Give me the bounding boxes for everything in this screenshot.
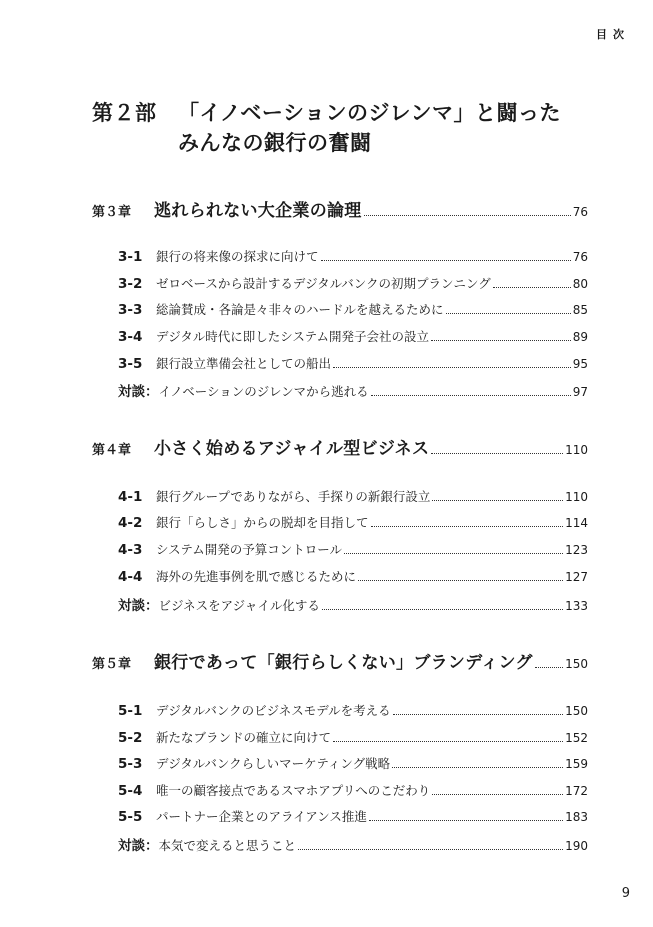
toc-section-3-2[interactable] (0, 274, 653, 298)
section-number: 5-3 (118, 756, 143, 772)
page-ref: 80 (572, 277, 588, 291)
page-ref: 76 (572, 250, 588, 264)
part-title (92, 98, 572, 158)
toc-dialogue-4[interactable] (0, 594, 653, 618)
toc-chapter-3[interactable] (0, 196, 653, 220)
section-number: 4-2 (118, 515, 143, 531)
section-number: 5-5 (118, 809, 143, 825)
section-title: デジタル時代に即したシステム開発子会社の設立 (156, 329, 430, 344)
toc-section-3-3[interactable] (0, 300, 653, 324)
toc-section-3-4[interactable] (0, 327, 653, 351)
page-number: 9 (621, 886, 630, 901)
dot-leader (371, 526, 564, 527)
dialogue-label: 対談： (118, 598, 159, 614)
page-ref: 110 (565, 443, 588, 457)
section-title: 銀行設立準備会社としての船出 (156, 356, 332, 371)
dot-leader (321, 260, 571, 261)
dot-leader (535, 667, 563, 668)
toc-section-4-1[interactable] (0, 487, 653, 511)
page-ref: 123 (565, 543, 588, 557)
running-head: 目次 (596, 28, 630, 41)
dot-leader (432, 500, 563, 501)
chapter-label: 第５章 (92, 657, 132, 672)
chapter-title: 小さく始めるアジャイル型ビジネス (154, 439, 430, 459)
dot-leader (358, 580, 563, 581)
dot-leader (371, 395, 571, 396)
page-ref: 183 (565, 810, 588, 824)
page-ref: 152 (565, 731, 588, 745)
dot-leader (369, 820, 563, 821)
page-ref: 114 (565, 516, 588, 530)
page-ref: 127 (565, 570, 588, 584)
toc-section-3-5[interactable] (0, 354, 653, 378)
dot-leader (333, 741, 563, 742)
page-ref: 159 (565, 757, 588, 771)
dot-leader (431, 340, 571, 341)
dot-leader (322, 609, 563, 610)
section-number: 4-1 (118, 489, 143, 505)
toc-section-5-3[interactable] (0, 754, 653, 778)
toc-chapter-4[interactable] (0, 434, 653, 458)
toc-dialogue-3[interactable] (0, 380, 653, 404)
section-title: 海外の先進事例を肌で感じるために (156, 569, 357, 584)
part-title-line2: みんなの銀行の奮闘 (178, 131, 372, 155)
dot-leader (393, 714, 563, 715)
section-number: 3-1 (118, 249, 143, 265)
toc-section-3-1[interactable] (0, 247, 653, 271)
toc-dialogue-5[interactable] (0, 834, 653, 858)
page-ref: 76 (572, 205, 588, 219)
page-ref: 172 (565, 784, 588, 798)
section-title: 唯一の顧客接点であるスマホアプリへのこだわり (156, 783, 431, 798)
section-title: 銀行グループでありながら、手探りの新銀行設立 (156, 489, 431, 504)
toc-section-5-2[interactable] (0, 728, 653, 752)
page-ref: 97 (572, 385, 588, 399)
dot-leader (392, 767, 563, 768)
section-title: システム開発の予算コントロール (156, 542, 343, 557)
section-title: パートナー企業とのアライアンス推進 (156, 809, 367, 824)
dot-leader (344, 553, 563, 554)
section-number: 5-4 (118, 783, 143, 799)
dot-leader (493, 287, 571, 288)
toc-section-4-4[interactable] (0, 567, 653, 591)
dialogue-label: 対談： (118, 838, 159, 854)
page-ref: 190 (565, 839, 588, 853)
toc-section-4-2[interactable] (0, 513, 653, 537)
dot-leader (364, 215, 571, 216)
dialogue-label: 対談： (118, 384, 159, 400)
section-number: 3-2 (118, 276, 143, 292)
part-number: 第２部 (92, 101, 157, 125)
page-ref: 133 (565, 599, 588, 613)
section-number: 3-4 (118, 329, 143, 345)
chapter-label: 第３章 (92, 205, 132, 220)
dot-leader (446, 313, 571, 314)
section-title: 本気で変えると思うこと (158, 838, 297, 853)
section-title: 総論賛成・各論是々非々のハードルを越えるために (156, 302, 444, 317)
section-number: 3-5 (118, 356, 143, 372)
section-number: 4-3 (118, 542, 143, 558)
dot-leader (333, 367, 571, 368)
page-ref: 110 (565, 490, 588, 504)
part-title-line1: 「イノベーションのジレンマ」と闘った (178, 101, 562, 125)
toc-section-5-4[interactable] (0, 781, 653, 805)
dot-leader (432, 794, 563, 795)
chapter-title: 逃れられない大企業の論理 (154, 201, 362, 221)
section-title: デジタルバンクのビジネスモデルを考える (156, 703, 391, 718)
toc-section-5-5[interactable] (0, 807, 653, 831)
section-title: ゼロベースから設計するデジタルバンクの初期プランニング (156, 276, 491, 291)
page-ref: 150 (565, 657, 588, 671)
section-title: 銀行の将来像の探求に向けて (156, 249, 319, 264)
toc-section-4-3[interactable] (0, 540, 653, 564)
page-ref: 85 (572, 303, 588, 317)
section-number: 3-3 (118, 302, 143, 318)
chapter-title: 銀行であって「銀行らしくない」ブランディング (154, 653, 533, 673)
toc-chapter-5[interactable] (0, 648, 653, 672)
section-number: 5-2 (118, 730, 143, 746)
dot-leader (298, 849, 563, 850)
section-title: ビジネスをアジャイル化する (158, 598, 320, 613)
page-ref: 150 (565, 704, 588, 718)
section-title: 新たなブランドの確立に向けて (156, 730, 332, 745)
section-number: 5-1 (118, 703, 143, 719)
chapter-label: 第４章 (92, 443, 132, 458)
dot-leader (431, 453, 563, 454)
section-title: デジタルバンクらしいマーケティング戦略 (156, 756, 391, 771)
page-ref: 95 (572, 357, 588, 371)
page-ref: 89 (572, 330, 588, 344)
section-title: イノベーションのジレンマから逃れる (158, 384, 369, 399)
toc-section-5-1[interactable] (0, 701, 653, 725)
section-title: 銀行「らしさ」からの脱却を目指して (156, 515, 369, 530)
section-number: 4-4 (118, 569, 143, 585)
